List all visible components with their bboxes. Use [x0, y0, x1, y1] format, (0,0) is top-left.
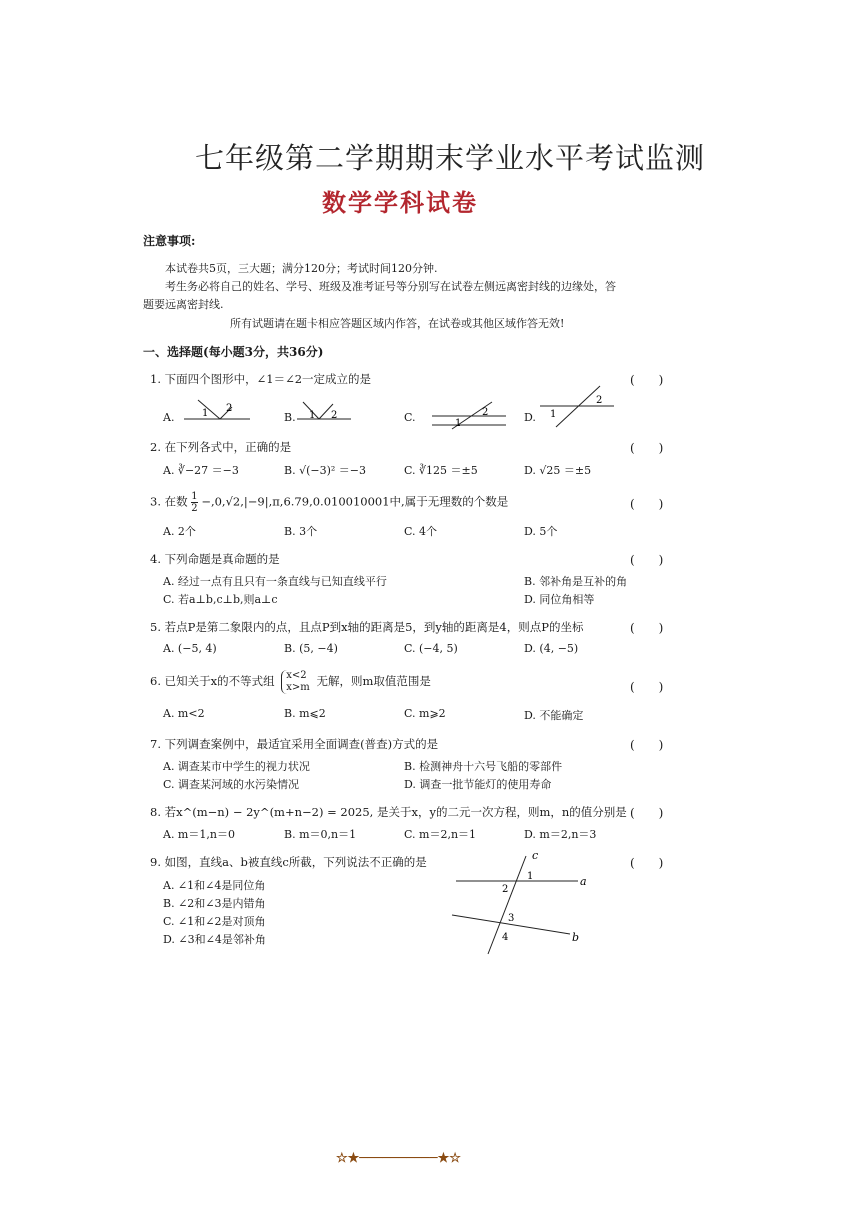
q9-label-4: 4	[502, 932, 509, 943]
answer-paren-9: ( )	[630, 856, 664, 870]
question-5-stem: 5. 若点P是第二象限内的点，且点P到x轴的距离是5，到y轴的距离是4，则点P的坐标	[150, 620, 584, 634]
q5-option-b: B. (5, −4)	[284, 642, 338, 655]
q3-option-d: D. 5个	[524, 525, 558, 538]
question-7-stem: 7. 下列调查案例中，最适宜采用全面调查(普查)方式的是	[150, 737, 439, 751]
q7-option-b: B. 检测神舟十六号飞船的零部件	[404, 760, 563, 773]
q3-option-c: C. 4个	[404, 525, 438, 538]
question-4-stem: 4. 下列命题是真命题的是	[150, 552, 280, 566]
q9-label-a: a	[580, 875, 587, 888]
q9-label-1: 1	[527, 871, 534, 882]
q5-option-a: A. (−5, 4)	[163, 642, 217, 655]
answer-paren-5: ( )	[630, 621, 664, 635]
q9-option-d: D. ∠3和∠4是邻补角	[163, 933, 266, 946]
answer-paren-7: ( )	[630, 738, 664, 752]
answer-paren-6: ( )	[630, 680, 664, 694]
q7-option-a: A. 调查某市中学生的视力状况	[163, 760, 310, 773]
q1-fig-c-label-2: 2	[482, 407, 489, 418]
question-2-stem: 2. 在下列各式中，正确的是	[150, 440, 292, 454]
q1-figure-b	[295, 396, 357, 424]
q1-fig-b-label-2: 2	[331, 410, 338, 421]
q1-fig-d-label-1: 1	[550, 409, 557, 420]
q9-option-b: B. ∠2和∠3是内错角	[163, 897, 266, 910]
q6-stem-prefix: 6. 已知关于x的不等式组	[150, 674, 275, 688]
q6-option-a: A. m<2	[163, 707, 205, 720]
q1-fig-b-label-1: 1	[309, 410, 316, 421]
q3-option-a: A. 2个	[163, 525, 196, 538]
q1-figure-a	[180, 396, 255, 424]
q9-option-c: C. ∠1和∠2是对顶角	[163, 915, 266, 928]
question-3-stem	[150, 491, 508, 514]
q1-option-a: A.	[163, 411, 175, 424]
q1-figure-c	[428, 396, 510, 430]
q4-option-c: C. 若a⊥b,c⊥b,则a⊥c	[163, 593, 278, 606]
q6-inequality-system	[281, 670, 310, 694]
q1-fig-a-label-2: 2	[226, 403, 233, 414]
q6-option-d: D. 不能确定	[524, 709, 584, 722]
q4-option-d: D. 同位角相等	[524, 593, 595, 606]
q2-option-c: C. ∛125 ＝±5	[404, 464, 478, 477]
q8-option-c: C. m＝2,n＝1	[404, 828, 477, 841]
answer-paren-3: ( )	[630, 497, 664, 511]
q9-label-c: c	[532, 849, 539, 862]
q3-frac-den: 2	[191, 503, 198, 514]
question-1-stem: 1. 下面四个图形中，∠1＝∠2一定成立的是	[150, 372, 372, 386]
q8-option-a: A. m＝1,n＝0	[163, 828, 235, 841]
q1-fig-c-label-1: 1	[455, 418, 462, 429]
question-6-stem	[150, 670, 431, 694]
q4-option-b: B. 邻补角是互补的角	[524, 575, 628, 588]
q1-figure-d	[538, 384, 618, 430]
page-title: 七年级第二学期期末学业水平考试监测	[195, 141, 706, 175]
q2-option-b: B. √(−3)² ＝−3	[284, 464, 367, 477]
q3-frac-num: 1	[191, 491, 198, 502]
q1-fig-d-label-2: 2	[596, 395, 603, 406]
q5-option-d: D. (4, −5)	[524, 642, 579, 655]
q9-label-3: 3	[508, 913, 515, 924]
q7-option-c: C. 调查某河域的水污染情况	[163, 778, 300, 791]
q2-option-d: D. √25 ＝±5	[524, 464, 592, 477]
notice-line-1: 本试卷共5页，三大题；满分120分；考试时间120分钟.	[165, 262, 438, 275]
notice-heading: 注意事项:	[143, 234, 196, 248]
q8-option-d: D. m＝2,n＝3	[524, 828, 597, 841]
q1-fig-a-label-1: 1	[202, 408, 209, 419]
q6-stem-suffix: 无解，则m取值范围是	[316, 674, 431, 688]
page-subtitle: 数学学科试卷	[322, 188, 478, 217]
q1-option-c: C.	[404, 411, 416, 424]
footer-ornament: ☆★──────────★☆	[336, 1151, 461, 1166]
q6-sys-line-2: x>m	[286, 682, 310, 693]
answer-paren-8: ( )	[630, 806, 664, 820]
notice-line-2b: 题要远离密封线.	[143, 298, 224, 311]
q9-label-2: 2	[502, 884, 509, 895]
q6-option-c: C. m⩾2	[404, 707, 446, 720]
q9-option-a: A. ∠1和∠4是同位角	[163, 879, 266, 892]
q3-option-b: B. 3个	[284, 525, 318, 538]
q3-stem-prefix: 3. 在数	[150, 494, 188, 509]
q8-option-b: B. m＝0,n＝1	[284, 828, 357, 841]
question-9-stem: 9. 如图，直线a、b被直线c所截，下列说法不正确的是	[150, 855, 427, 869]
q1-option-b: B.	[284, 411, 296, 424]
notice-line-3: 所有试题请在题卡相应答题区域内作答，在试卷或其他区域作答无效!	[230, 317, 565, 330]
answer-paren-2: ( )	[630, 441, 664, 455]
q6-option-b: B. m⩽2	[284, 707, 326, 720]
q3-fraction	[191, 491, 197, 514]
q2-option-a: A. ∛−27 ＝−3	[163, 464, 239, 477]
q4-option-a: A. 经过一点有且只有一条直线与已知直线平行	[163, 575, 387, 588]
answer-paren-1: ( )	[630, 373, 664, 387]
q5-option-c: C. (−4, 5)	[404, 642, 458, 655]
q9-figure	[450, 848, 600, 958]
section-heading: 一、选择题(每小题3分，共36分)	[143, 345, 324, 359]
question-8-stem: 8. 若x^(m−n) − 2y^(m+n−2) = 2025, 是关于x，y的二元一次方程，则m，n的值分别是	[150, 805, 627, 819]
answer-paren-4: ( )	[630, 553, 664, 567]
q3-stem-suffix: −,0,√2,|−9|,π,6.79,0.010010001中,属于无理数的个数是	[201, 494, 509, 509]
q9-label-b: b	[572, 931, 580, 944]
q6-sys-line-1: x<2	[286, 670, 307, 681]
q7-option-d: D. 调查一批节能灯的使用寿命	[404, 778, 552, 791]
q1-option-d: D.	[524, 411, 536, 424]
notice-line-2a: 考生务必将自己的姓名、学号、班级及准考证号等分别写在试卷左侧远离密封线的边缘处，答	[165, 280, 616, 293]
